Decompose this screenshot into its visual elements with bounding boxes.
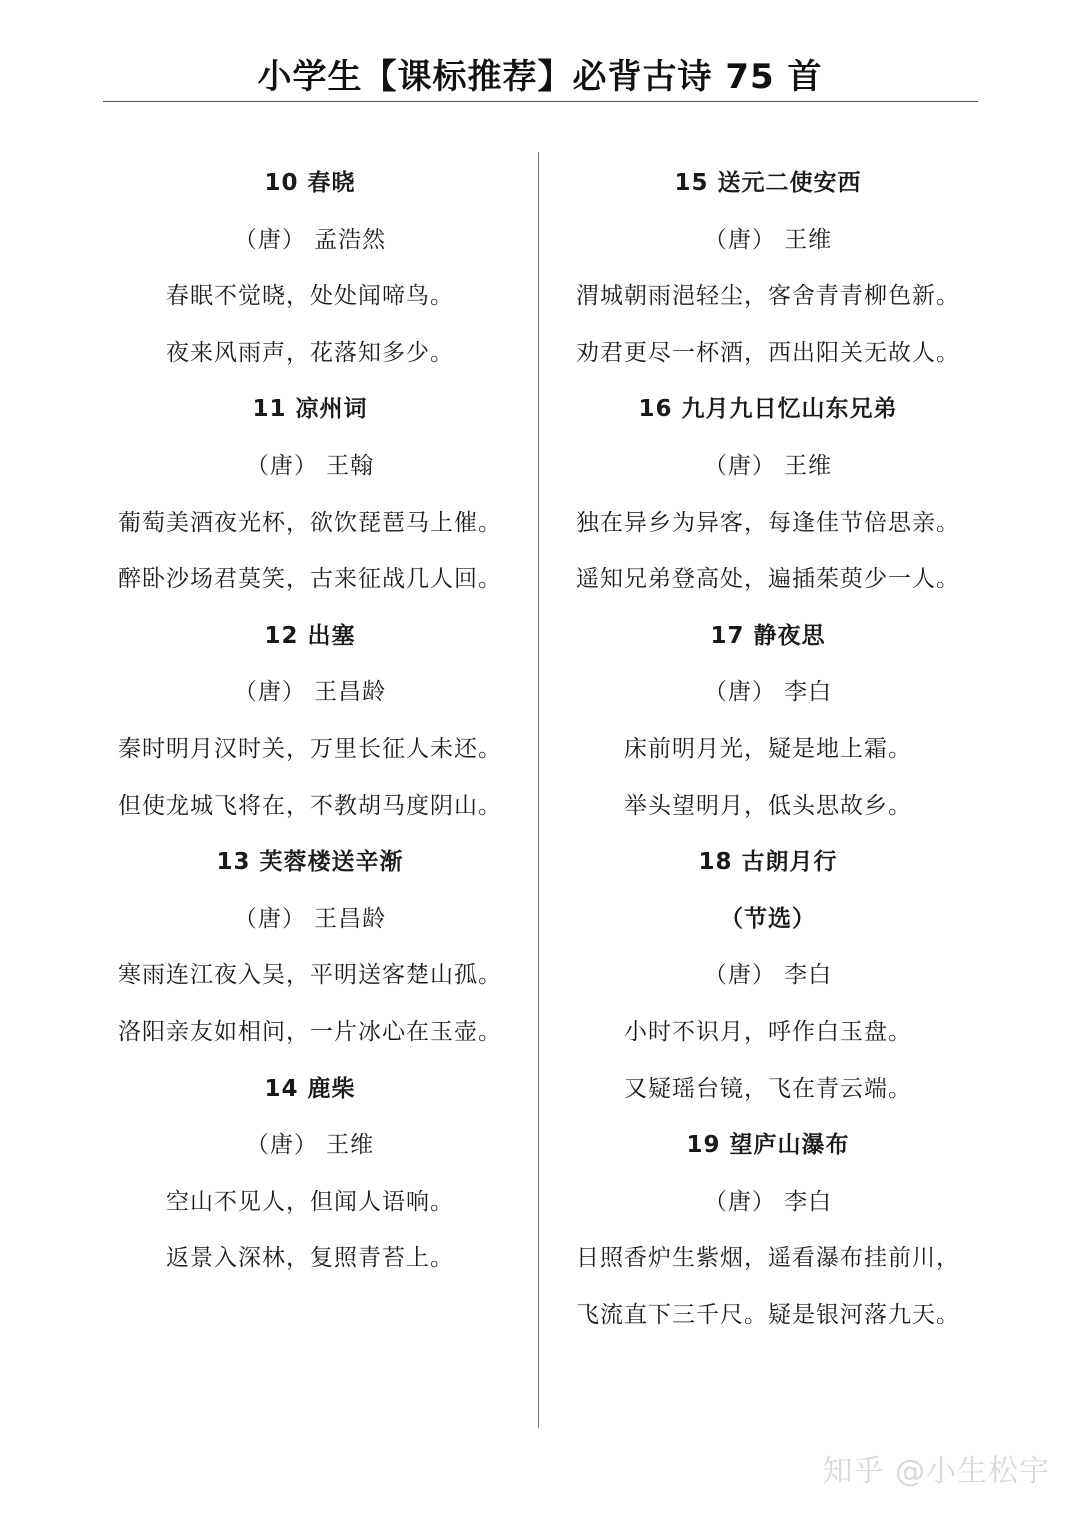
poem-verse-line: 洛阳亲友如相问，一片冰心在玉壶。 [118, 1018, 502, 1045]
poem-title: 12 出塞 [264, 622, 356, 649]
poem-verse-line: 渭城朝雨浥轻尘，客舍青青柳色新。 [576, 283, 960, 310]
poem-title: 14 鹿柴 [264, 1075, 356, 1102]
title-underline [103, 101, 978, 102]
poem-verse-line: 寒雨连江夜入吴，平明送客楚山孤。 [118, 962, 502, 989]
poem-author: （唐） 王维 [703, 226, 833, 253]
poem-title: 18 古朗月行 [698, 849, 838, 876]
poem-verse-line: 独在异乡为异客，每逢佳节倍思亲。 [576, 509, 960, 536]
poem-verse-line: 又疑瑶台镜，飞在青云端。 [624, 1075, 912, 1102]
poem-title: 13 芙蓉楼送辛渐 [216, 849, 404, 876]
poem-title: 10 春晓 [264, 170, 356, 196]
poem-verse-line: 葡萄美酒夜光杯，欲饮琵琶马上催。 [118, 509, 502, 536]
poem-title: 11 凉州词 [252, 396, 368, 423]
poem-author: （唐） 李白 [703, 962, 833, 989]
poem-author: （唐） 王维 [703, 452, 833, 479]
poem-verse-line: 夜来风雨声，花落知多少。 [166, 339, 454, 366]
right-column [538, 155, 998, 1343]
poem-verse-line: 春眠不觉晓，处处闻啼鸟。 [166, 283, 454, 310]
watermark: 知乎 @小生松宇 [822, 1454, 1050, 1489]
poem-author: （唐） 王维 [245, 1132, 375, 1159]
poem-title: 17 静夜思 [710, 622, 826, 649]
poem-verse-line: 返景入深林，复照青苔上。 [166, 1245, 454, 1272]
poem-verse-line: 劝君更尽一杯酒，西出阳关无故人。 [576, 339, 960, 366]
left-column [80, 155, 540, 1287]
poem-author: （唐） 孟浩然 [233, 226, 387, 253]
poem-author: （唐） 王昌龄 [233, 905, 387, 932]
poem-author: （唐） 王昌龄 [233, 679, 387, 706]
poem-verse-line: 床前明月光，疑是地上霜。 [624, 735, 912, 762]
poem-note: （节选） [720, 905, 816, 932]
poem-verse-line: 日照香炉生紫烟，遥看瀑布挂前川， [576, 1245, 960, 1272]
poem-verse-line: 秦时明月汉时关，万里长征人未还。 [118, 735, 502, 762]
poem-verse-line: 遥知兄弟登高处，遍插茱萸少一人。 [576, 566, 960, 593]
poem-verse-line: 但使龙城飞将在，不教胡马度阴山。 [118, 792, 502, 819]
poem-title: 15 送元二使安西 [674, 170, 862, 196]
poem-title: 16 九月九日忆山东兄弟 [638, 396, 898, 423]
page-title: 小学生【课标推荐】必背古诗 75 首 [257, 57, 823, 97]
poem-verse-line: 小时不识月，呼作白玉盘。 [624, 1018, 912, 1045]
poem-author: （唐） 李白 [703, 1188, 833, 1215]
poem-verse-line: 飞流直下三千尺。疑是银河落九天。 [576, 1301, 960, 1328]
poem-verse-line: 空山不见人，但闻人语响。 [166, 1188, 454, 1215]
poem-verse-line: 醉卧沙场君莫笑，古来征战几人回。 [118, 566, 502, 593]
poem-author: （唐） 李白 [703, 679, 833, 706]
poem-author: （唐） 王翰 [245, 452, 375, 479]
poem-verse-line: 举头望明月，低头思故乡。 [624, 792, 912, 819]
poem-title: 19 望庐山瀑布 [686, 1132, 850, 1159]
